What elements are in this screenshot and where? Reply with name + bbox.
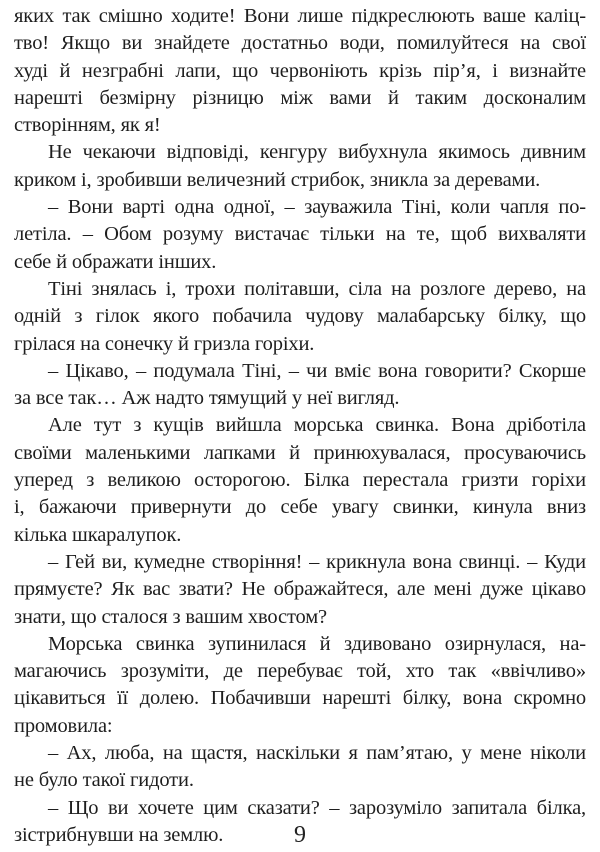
text-line: і, бажаючи привернути до себе увагу свинки, кинула вниз (14, 496, 586, 519)
text-line: Тіні знялась і, трохи політавши, сіла на розлоге дерево, на (48, 277, 586, 300)
text-line: уперед з великою осторогою. Білка перестала гризти горіхи (14, 469, 586, 492)
text-line: Не чекаючи відповіді, кенгуру вибухнула якимось дивним (48, 141, 586, 164)
page-number: 9 (294, 822, 306, 848)
paragraph (14, 3, 586, 139)
paragraph (14, 139, 586, 194)
paragraph (14, 358, 586, 413)
text-line: зістрибнувши на землю. (14, 823, 224, 846)
text-line: грілася на сонечку й гризла горіхи. (14, 332, 315, 355)
paragraph (14, 740, 586, 795)
paragraph (14, 276, 586, 358)
body-text (14, 3, 586, 849)
text-line: прямуєте? Як вас звати? Не ображайтеся, але мені дуже цікаво (14, 578, 586, 601)
text-line: Але тут з кущів вийшла морська свинка. Вона дріботіла (48, 414, 586, 437)
text-line: летіла. – Обом розуму вистачає тільки на те, щоб вихваляти (14, 223, 586, 246)
paragraph (14, 412, 586, 548)
text-line: – Ах, люба, на щастя, наскільки я пам’ятаю, у мене ніколи (48, 742, 586, 765)
text-line: не було такої гидоти. (14, 769, 194, 792)
text-line: нарешті безмірну різницю між вами й таким досконалим (14, 86, 586, 109)
text-line: яких так смішно ходите! Вони лише підкреслюють ваше каліц- (14, 5, 586, 27)
text-line: промовила: (14, 714, 113, 737)
text-line: криком і, зробивши величезний стрибок, зникла за деревами. (14, 168, 541, 191)
text-line: своїми маленькими лапками й принюхувалася, просуваючись (14, 441, 586, 464)
text-line: – Цікаво, – подумала Тіні, – чи вміє вона говорити? Скорше (48, 359, 586, 382)
text-line: магаючись зрозуміти, де перебуває той, хто так «ввічливо» (14, 660, 586, 683)
text-line: худі й незграбні лапи, що червоніють крізь пір’я, і визнайте (14, 59, 586, 82)
text-line: одній з гілок якого побачила чудову малабарську білку, що (14, 305, 586, 328)
text-line: себе й ображати інших. (14, 250, 217, 273)
text-line: знати, що сталося з вашим хвостом? (14, 605, 327, 628)
paragraph (14, 631, 586, 740)
text-line: за все так… Аж надто тямущий у неї вигляд. (14, 387, 400, 410)
text-line: – Вони варті одна одної, – зауважила Тіні, коли чапля по- (48, 196, 586, 219)
text-line: Морська свинка зупинилася й здивовано озирнулася, на- (48, 632, 586, 655)
text-line: створінням, як я! (14, 114, 161, 137)
paragraph (14, 194, 586, 276)
paragraph (14, 549, 586, 631)
text-line: кілька шкаралупок. (14, 523, 182, 546)
text-line: цікавиться її долею. Побачивши нарешті білку, вона скромно (14, 687, 586, 710)
text-line: – Що ви хочете цим сказати? – зарозуміло запитала білка, (48, 796, 586, 819)
text-line: – Гей ви, кумедне створіння! – крикнула вона свинці. – Куди (48, 550, 586, 573)
text-line: тво! Якщо ви знайдете достатньо води, помилуйтеся на свої (14, 32, 586, 55)
